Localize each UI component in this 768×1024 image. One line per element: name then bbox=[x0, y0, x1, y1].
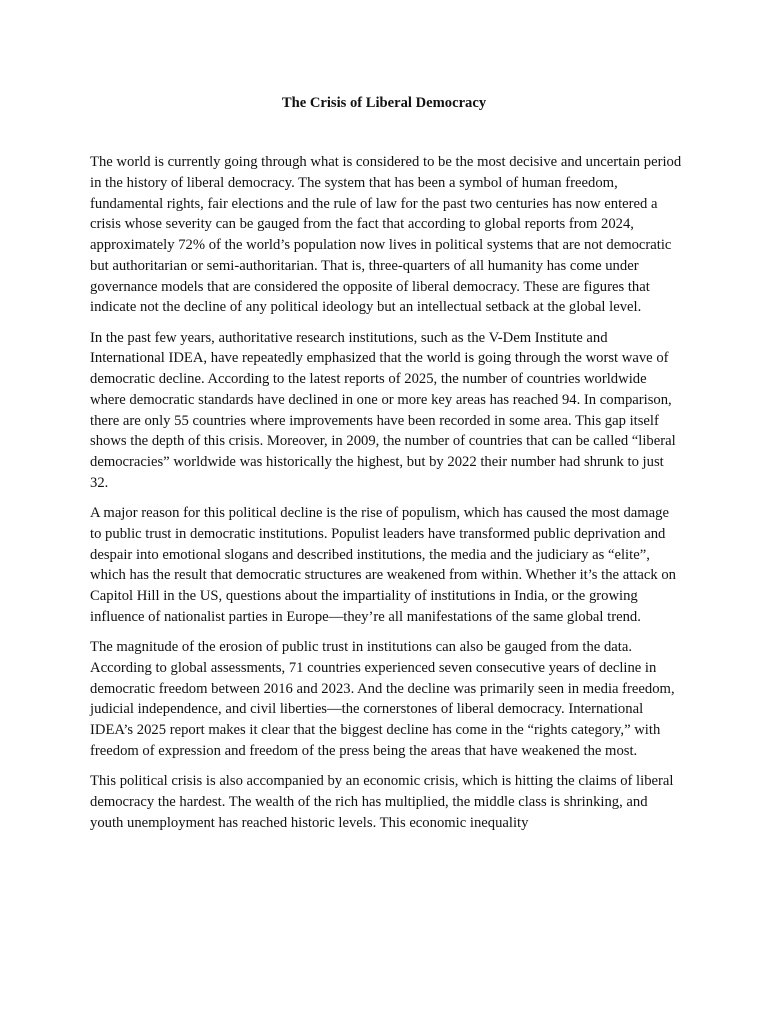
paragraph-3: A major reason for this political decline is the rise of populism, which has caused the most damage to public trust in democratic institutions. Populist leaders have transformed public deprivation and despair into emotional slogans and described institutions, the media and the judiciary as “elite”, which has the result that democratic structures are weakened from within. Whether it’s the attack on Capitol Hill in the US, questions about the impartiality of institutions in India, or the growing influence of nationalist parties in Europe—they’re all manifestations of the same global trend. bbox=[90, 505, 676, 625]
paragraph-1: The world is currently going through what is considered to be the most decisive and uncertain period in the history of liberal democracy. The system that has been a symbol of human freedom, fundamental rights, fair elections and the rule of law for the past two centuries has now entered a crisis whose severity can be gauged from the fact that according to global reports from 2024, approximately 72% of the world’s population now lives in political systems that are not democratic but authoritarian or semi-authoritarian. That is, three-quarters of all humanity has come under governance models that are considered the opposite of liberal democracy. These are figures that indicate not the decline of any political ideology but an intellectual setback at the global level. bbox=[90, 154, 682, 316]
document-title: The Crisis of Liberal Democracy bbox=[281, 95, 487, 111]
document-body bbox=[90, 152, 682, 843]
paragraph-4: The magnitude of the erosion of public trust in institutions can also be gauged from the data. According to global assessments, 71 countries experienced seven consecutive years of decline in democratic freedom between 2016 and 2023. And the decline was primarily seen in media freedom, judicial independence, and civil liberties—the cornerstones of liberal democracy. International IDEA’s 2025 report makes it clear that the biggest decline has come in the “rights category,” with freedom of expression and freedom of the press being the areas that have weakened the most. bbox=[90, 639, 675, 759]
paragraph-2: In the past few years, authoritative research institutions, such as the V-Dem Institute and International IDEA, have repeatedly emphasized that the world is going through the worst wave of democratic decline. According to the latest reports of 2025, the number of countries worldwide where democratic standards have declined in one or more key areas has reached 94. In comparison, there are only 55 countries where improvements have been recorded in some area. This gap itself shows the depth of this crisis. Moreover, in 2009, the number of countries that can be called “liberal democracies” worldwide was historically the highest, but by 2022 their number had shrunk to just 32. bbox=[90, 329, 676, 491]
paragraph-5: This political crisis is also accompanied by an economic crisis, which is hitting the claims of liberal democracy the hardest. The wealth of the rich has multiplied, the middle class is shrinking, and youth unemployment has reached historic levels. This economic inequality bbox=[90, 773, 674, 831]
